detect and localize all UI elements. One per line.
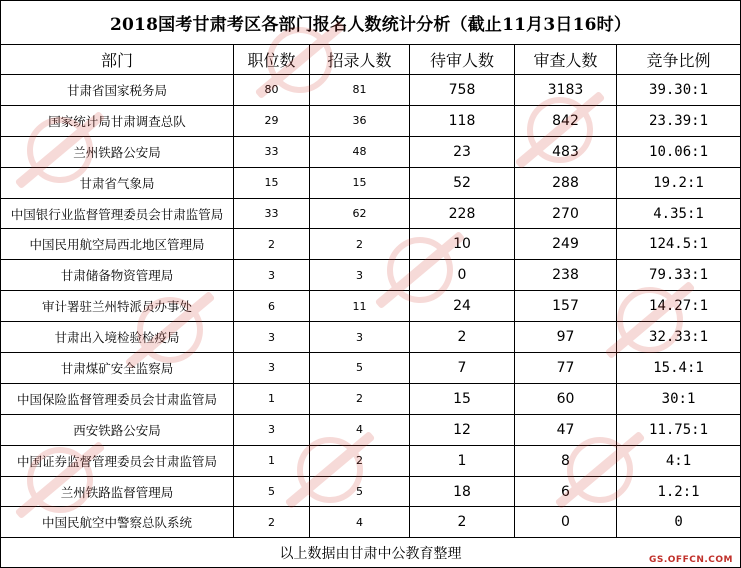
cell-reviewed: 47 — [515, 414, 617, 445]
table-row — [1, 229, 741, 260]
cell-reviewed: 77 — [515, 353, 617, 384]
cell-pending: 228 — [410, 198, 515, 229]
cell-positions: 3 — [234, 322, 310, 353]
column-header-reviewed: 审查人数 — [515, 45, 617, 75]
cell-recruits: 5 — [310, 476, 410, 507]
cell-ratio: 32.33:1 — [617, 322, 741, 353]
cell-recruits: 2 — [310, 383, 410, 414]
cell-positions: 1 — [234, 445, 310, 476]
table-row — [1, 476, 741, 507]
cell-reviewed: 97 — [515, 322, 617, 353]
table-row — [1, 198, 741, 229]
cell-recruits: 3 — [310, 322, 410, 353]
table-row — [1, 75, 741, 106]
table-title: 2018国考甘肃考区各部门报名人数统计分析（截止11月3日16时） — [1, 1, 741, 45]
cell-department: 审计署驻兰州特派员办事处 — [1, 291, 234, 322]
cell-pending: 758 — [410, 75, 515, 106]
column-header-department: 部门 — [1, 45, 234, 75]
cell-ratio: 23.39:1 — [617, 105, 741, 136]
cell-department: 西安铁路公安局 — [1, 414, 234, 445]
cell-pending: 10 — [410, 229, 515, 260]
cell-pending: 12 — [410, 414, 515, 445]
cell-positions: 3 — [234, 260, 310, 291]
cell-pending: 23 — [410, 136, 515, 167]
cell-department: 中国证券监督管理委员会甘肃监管局 — [1, 445, 234, 476]
table-footer-note: 以上数据由甘肃中公教育整理 — [1, 538, 741, 568]
cell-positions: 5 — [234, 476, 310, 507]
cell-department: 甘肃煤矿安全监察局 — [1, 353, 234, 384]
cell-reviewed: 8 — [515, 445, 617, 476]
column-header-positions: 职位数 — [234, 45, 310, 75]
cell-positions: 1 — [234, 383, 310, 414]
cell-reviewed: 483 — [515, 136, 617, 167]
cell-pending: 7 — [410, 353, 515, 384]
cell-reviewed: 60 — [515, 383, 617, 414]
cell-pending: 2 — [410, 507, 515, 538]
cell-ratio: 39.30:1 — [617, 75, 741, 106]
column-header-ratio: 竞争比例 — [617, 45, 741, 75]
cell-recruits: 62 — [310, 198, 410, 229]
cell-reviewed: 270 — [515, 198, 617, 229]
cell-positions: 80 — [234, 75, 310, 106]
cell-positions: 3 — [234, 353, 310, 384]
cell-department: 甘肃出入境检验检疫局 — [1, 322, 234, 353]
cell-ratio: 10.06:1 — [617, 136, 741, 167]
cell-department: 中国银行业监督管理委员会甘肃监管局 — [1, 198, 234, 229]
cell-recruits: 3 — [310, 260, 410, 291]
table-row — [1, 322, 741, 353]
cell-recruits: 4 — [310, 414, 410, 445]
cell-positions: 29 — [234, 105, 310, 136]
cell-positions: 33 — [234, 136, 310, 167]
cell-recruits: 15 — [310, 167, 410, 198]
table-row — [1, 291, 741, 322]
table-row — [1, 260, 741, 291]
cell-ratio: 30:1 — [617, 383, 741, 414]
cell-ratio: 15.4:1 — [617, 353, 741, 384]
cell-recruits: 81 — [310, 75, 410, 106]
cell-pending: 1 — [410, 445, 515, 476]
cell-department: 兰州铁路公安局 — [1, 136, 234, 167]
cell-ratio: 11.75:1 — [617, 414, 741, 445]
cell-recruits: 48 — [310, 136, 410, 167]
table-row — [1, 414, 741, 445]
column-header-recruits: 招录人数 — [310, 45, 410, 75]
table-row — [1, 445, 741, 476]
cell-recruits: 5 — [310, 353, 410, 384]
cell-pending: 52 — [410, 167, 515, 198]
cell-ratio: 0 — [617, 507, 741, 538]
column-header-pending: 待审人数 — [410, 45, 515, 75]
table-row — [1, 105, 741, 136]
cell-reviewed: 249 — [515, 229, 617, 260]
cell-department: 国家统计局甘肃调查总队 — [1, 105, 234, 136]
cell-ratio: 124.5:1 — [617, 229, 741, 260]
cell-pending: 0 — [410, 260, 515, 291]
table-row — [1, 136, 741, 167]
cell-reviewed: 6 — [515, 476, 617, 507]
cell-pending: 2 — [410, 322, 515, 353]
cell-pending: 118 — [410, 105, 515, 136]
cell-reviewed: 288 — [515, 167, 617, 198]
cell-reviewed: 157 — [515, 291, 617, 322]
cell-department: 甘肃省气象局 — [1, 167, 234, 198]
cell-positions: 2 — [234, 229, 310, 260]
cell-pending: 15 — [410, 383, 515, 414]
cell-department: 中国民用航空局西北地区管理局 — [1, 229, 234, 260]
cell-ratio: 4:1 — [617, 445, 741, 476]
cell-positions: 2 — [234, 507, 310, 538]
cell-department: 中国保险监督管理委员会甘肃监管局 — [1, 383, 234, 414]
table-row — [1, 167, 741, 198]
cell-department: 中国民航空中警察总队系统 — [1, 507, 234, 538]
cell-reviewed: 3183 — [515, 75, 617, 106]
cell-recruits: 4 — [310, 507, 410, 538]
cell-positions: 15 — [234, 167, 310, 198]
cell-recruits: 11 — [310, 291, 410, 322]
cell-reviewed: 842 — [515, 105, 617, 136]
cell-ratio: 14.27:1 — [617, 291, 741, 322]
cell-positions: 6 — [234, 291, 310, 322]
cell-pending: 24 — [410, 291, 515, 322]
table-row — [1, 353, 741, 384]
cell-reviewed: 0 — [515, 507, 617, 538]
cell-ratio: 19.2:1 — [617, 167, 741, 198]
cell-department: 兰州铁路监督管理局 — [1, 476, 234, 507]
cell-department: 甘肃储备物资管理局 — [1, 260, 234, 291]
cell-recruits: 2 — [310, 229, 410, 260]
cell-department: 甘肃省国家税务局 — [1, 75, 234, 106]
cell-recruits: 2 — [310, 445, 410, 476]
cell-positions: 33 — [234, 198, 310, 229]
site-tag: GS.OFFCN.COM — [648, 555, 733, 565]
cell-recruits: 36 — [310, 105, 410, 136]
cell-pending: 18 — [410, 476, 515, 507]
cell-ratio: 4.35:1 — [617, 198, 741, 229]
table-row — [1, 507, 741, 538]
cell-positions: 3 — [234, 414, 310, 445]
table-row — [1, 383, 741, 414]
cell-ratio: 1.2:1 — [617, 476, 741, 507]
header-row — [1, 45, 741, 75]
cell-reviewed: 238 — [515, 260, 617, 291]
table-body — [1, 75, 741, 538]
cell-ratio: 79.33:1 — [617, 260, 741, 291]
